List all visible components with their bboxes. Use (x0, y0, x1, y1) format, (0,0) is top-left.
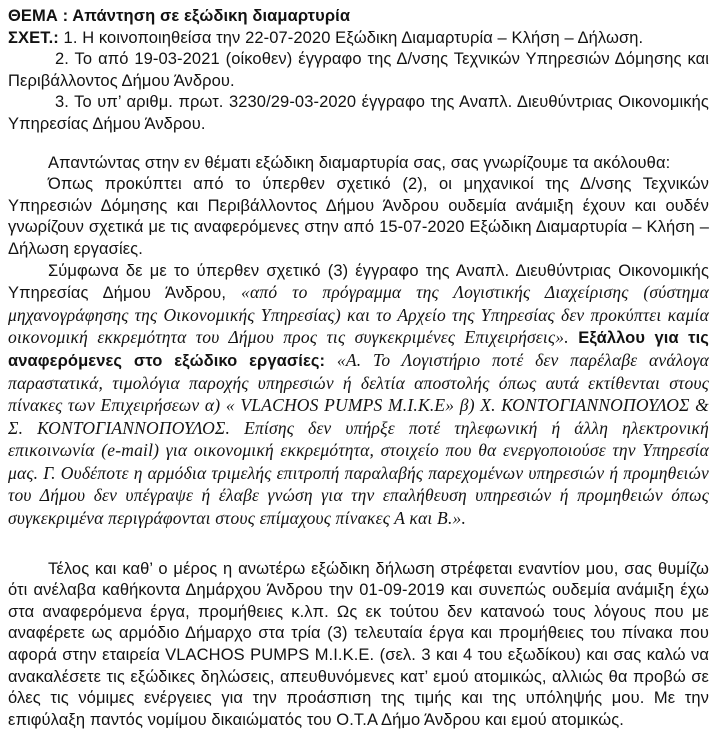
subject-label: ΘΕΜΑ : (8, 7, 69, 25)
reference-item: 3. Το υπ’ αριθμ. πρωτ. 3230/29-03-2020 έγγραφο της Αναπλ. Διευθύντριας Οικονομικής Υπηρεσίας Δήμου Άνδρου. (8, 93, 709, 133)
text-run-normal: Σύμφωνα δε με το ύπερθεν σχετικό (3) έγγραφο της Αναπλ. Διευθύντριας Οικονομικής Υπηρεσίας Δήμου Άνδρου, (8, 261, 709, 303)
text-run-normal: Όπως προκύπτει από το ύπερθεν σχετικό (2), οι μηχανικοί της Δ/νσης Τεχνικών Υπηρεσιών Δόμησης και Περιβάλλοντος Δήμου Άνδρου ουδεμία ανάμιξη έχουν και ουδέν γνωρίζουν σχετικά με τις αναφερόμενες στην από 15-07-2020 Εξώδικη Διαμαρτυρία – Κλήση – Δήλωση εργασίες. (8, 175, 709, 258)
text-run-italic: «Α. Το Λογιστήριο ποτέ δεν παρέλαβε ανάλογα παραστατικά, τιμολόγια παροχής υπηρεσιών ή δελτία αποστολής όπως αυτά εκτίθενται στους πίνακες των Επιχειρήσεων α) « VLACHOS PUMPS M.I.K.E» β) Χ. ΚΟΝΤΟΓΙΑΝΝΟΠΟΥΛΟΣ & Σ. ΚΟΝΤΟΓΙΑΝΝΟΠΟΥΛΟΣ. Επίσης δεν υπήρξε ποτέ τηλεφωνική ή άλλη ηλεκτρονική επικοινωνία (e-mail) για οικονομική εκκρεμότητα, στοιχείο που θα ενεργοποιούσε την Υπηρεσία μας. Γ. Ουδέποτε η αρμόδια τριμελής επιτροπή παραλαβής παρεχομένων υπηρεσιών ή προμηθειών του Δήμου δεν υπέγραψε ή έλαβε γνώση για την επαλήθευση υπηρεσιών ή προμηθειών όπως συγκεκριμένα περιγράφονται στους επίμαχους πίνακες Α και Β.». (8, 349, 709, 529)
document-body (8, 153, 709, 732)
subject-text: Απάντηση σε εξώδικη διαμαρτυρία (72, 7, 351, 25)
body-paragraph (8, 174, 709, 260)
references-block (8, 28, 709, 136)
body-paragraph (8, 559, 709, 732)
text-run-italic: «από το πρόγραμμα της Λογιστικής Διαχείρισης (σύστημα μηχανογράφησης της Οικονομικής Υπηρεσίας) και το Αρχείο της Υπηρεσίας δεν προκύπτει καμία οικονομική εκκρεμότητα του Δήμου προς τις συγκεκριμένες Επιχειρήσεις». (8, 282, 709, 348)
subject-line (8, 6, 709, 28)
references-label: ΣΧΕΤ.: (8, 28, 64, 47)
reference-item: 2. Το από 19-03-2021 (οίκοθεν) έγγραφο της Δ/νσης Τεχνικών Υπηρεσιών Δόμησης και Περιβάλλοντος Δήμου Άνδρου. (8, 50, 709, 90)
text-run-normal: Απαντώντας στην εν θέματι εξώδικη διαμαρτυρία σας, σας γνωρίζουμε τα ακόλουθα: (48, 153, 671, 172)
text-run-normal: Τέλος και καθ’ ο μέρος η ανωτέρω εξώδικη δήλωση στρέφεται εναντίον μου, σας θυμίζω ότι ανέλαβα καθήκοντα Δημάρχου Άνδρου την 01-09-2019 και συνεπώς ουδεμία ανάμιξη έχω στα αναφερόμενα έργα, προμήθειες κ.λπ. Ως εκ τούτου δεν κατανοώ τους λόγους που με αναφέρετε ως αρμόδιο Δήμαρχο στα τρία (3) τελευταία έργα και προμήθειες του πίνακα που αφορά στην εταιρεία VLACHOS PUMPS M.I.K.E. (σελ. 3 και 4 του εξωδίκου) και σας καλώ να ανακαλέσετε τις εξώδικες δηλώσεις, απευθυνόμενες κατ’ εμού ατομικώς, αλλιώς θα προβώ σε όλες τις νόμιμες ενέργειες για την προάσπιση της τιμής και της υπόληψής μου. Με την επιφύλαξη παντός νομίμου δικαιώματός του Ο.Τ.Α Δήμο Άνδρου και εμού ατομικώς. (8, 559, 709, 729)
reference-item: ΣΧΕΤ.: 1. Η κοινοποιηθείσα την 22-07-2020 Εξώδικη Διαμαρτυρία – Κλήση – Δήλωση. (8, 28, 644, 47)
body-paragraph (8, 153, 709, 175)
body-paragraph (8, 261, 709, 531)
text-run-bold: Εξάλλου για τις αναφερόμενες στο εξώδικο εργασίες: (8, 329, 709, 370)
